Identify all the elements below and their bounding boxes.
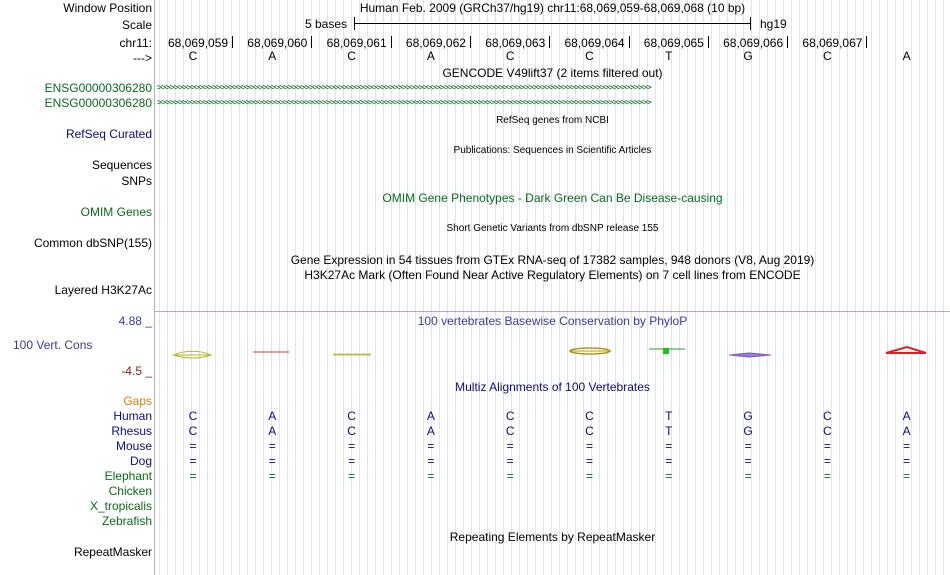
omim-track-label[interactable]: OMIM Genes [80, 205, 152, 219]
phylop-max-value: 4.88 _ [118, 314, 152, 328]
reference-base: A [902, 49, 911, 63]
gencode-item-label-2[interactable]: ENSG00000306280 [44, 96, 152, 110]
sequences-track-label[interactable]: Sequences [91, 158, 152, 172]
snps-track-label[interactable]: SNPs [121, 174, 152, 188]
species-label-mouse[interactable]: Mouse [115, 439, 152, 453]
phylop-min-value: -4.5 _ [121, 364, 152, 378]
alignment-base: A [426, 424, 435, 438]
scale-bar-right-cap [750, 17, 751, 30]
reference-base: A [426, 49, 435, 63]
phylop-mark-7 [886, 347, 926, 353]
ruler-tick [232, 36, 233, 48]
alignment-base: C [188, 409, 198, 423]
alignment-base: T [665, 424, 673, 438]
scale-label: Scale [121, 18, 152, 32]
alignment-base: C [823, 409, 832, 423]
alignment-base: A [902, 409, 911, 423]
ruler-tick [787, 36, 788, 48]
ruler-position-label: 68,069,065 [643, 36, 704, 50]
alignment-base: = [348, 439, 356, 453]
reference-base: C [188, 49, 198, 63]
refseq-track-label[interactable]: RefSeq Curated [65, 127, 152, 141]
phylop-wiggle[interactable] [155, 330, 950, 370]
species-label-zebrafish[interactable]: Zebrafish [101, 514, 152, 528]
phylop-track-label[interactable]: 100 Vert. Cons [13, 338, 93, 352]
reference-base: C [823, 49, 832, 63]
ruler-tick [866, 36, 867, 48]
alignment-base: = [665, 439, 673, 453]
reference-base: T [665, 49, 673, 63]
alignment-base: C [505, 409, 515, 423]
reference-base: C [505, 49, 515, 63]
ruler-position-label: 68,069,061 [326, 36, 387, 50]
species-label-chicken[interactable]: Chicken [108, 484, 152, 498]
alignment-base: = [823, 439, 831, 453]
alignment-base: C [585, 424, 594, 438]
ruler-tick [549, 36, 550, 48]
dbsnp-track-title: Short Genetic Variants from dbSNP release 155 [446, 223, 659, 234]
alignment-base: = [506, 454, 514, 468]
repeatmasker-track-title: Repeating Elements by RepeatMasker [449, 530, 656, 544]
phylop-track-title: 100 vertebrates Basewise Conservation by PhyloP [417, 314, 688, 328]
alignment-base: = [585, 469, 593, 483]
reference-base: A [268, 49, 277, 63]
alignment-base: = [823, 454, 831, 468]
ruler-position-label: 68,069,064 [564, 36, 625, 50]
dbsnp-track-label[interactable]: Common dbSNP(155) [33, 236, 152, 250]
scale-db: hg19 [760, 17, 787, 31]
alignment-base: = [744, 454, 752, 468]
alignment-base: = [189, 454, 197, 468]
species-label-x-tropicalis[interactable]: X_tropicalis [89, 499, 152, 513]
scale-text: 5 bases [305, 17, 348, 31]
gtex-track-title: Gene Expression in 54 tissues from GTEx RNA-seq of 17382 samples, 948 donors (V8, Aug 2019) [290, 253, 815, 267]
alignment-base: = [348, 469, 356, 483]
alignment-base: = [744, 469, 752, 483]
refseq-track-title: RefSeq genes from NCBI [496, 115, 609, 126]
alignment-base: = [903, 439, 911, 453]
alignment-base: A [902, 424, 911, 438]
gencode-gene-1[interactable]: >>>>>>>>>>>>>>>>>>>>>>>>>>>>>>>>>>>>>>>>>>>>>>>>>>>>>>>>>>>>>>>>>>>>>>>>>>>>>>>>>>>>>>>>>>>>>>>>>>>>>>>>>>>>>>>>>>>>> [157, 83, 651, 93]
gencode-gene-2[interactable]: >>>>>>>>>>>>>>>>>>>>>>>>>>>>>>>>>>>>>>>>>>>>>>>>>>>>>>>>>>>>>>>>>>>>>>>>>>>>>>>>>>>>>>>>>>>>>>>>>>>>>>>>>>>>>>>>>>>>> [157, 98, 651, 108]
ruler-tick [708, 36, 709, 48]
alignment-base: C [347, 409, 356, 423]
alignment-base: A [426, 409, 435, 423]
ruler-position-label: 68,069,062 [405, 36, 466, 50]
alignment-base: = [823, 469, 831, 483]
repeatmasker-track-label[interactable]: RepeatMasker [73, 545, 152, 559]
omim-track-title: OMIM Gene Phenotypes - Dark Green Can Be Disease-causing [382, 191, 723, 205]
strand-arrow-label: ---> [133, 51, 152, 65]
ruler-position-label: 68,069,066 [723, 36, 784, 50]
phylop-mark-4 [569, 348, 611, 354]
phylop-mark-6 [729, 353, 771, 357]
ruler-tick [391, 36, 392, 48]
h3k27ac-track-title: H3K27Ac Mark (Often Found Near Active Regulatory Elements) on 7 cell lines from ENCODE [304, 268, 801, 282]
alignment-base: = [427, 469, 435, 483]
ruler-tick [470, 36, 471, 48]
h3k27ac-track-label[interactable]: Layered H3K27Ac [54, 283, 152, 297]
window-position-label: Window Position [63, 1, 152, 15]
alignment-base: C [188, 424, 198, 438]
alignment-base: = [268, 439, 276, 453]
multiz-track-title: Multiz Alignments of 100 Vertebrates [455, 380, 650, 394]
species-label-rhesus[interactable]: Rhesus [111, 424, 152, 438]
alignment-base: C [505, 424, 515, 438]
alignment-base: = [506, 439, 514, 453]
window-position-text: Human Feb. 2009 (GRCh37/hg19) chr11:68,069,059-68,069,068 (10 bp) [359, 1, 746, 15]
alignment-base: = [665, 454, 673, 468]
gaps-track-label[interactable]: Gaps [123, 394, 152, 408]
ruler-position-label: 68,069,067 [802, 36, 863, 50]
ruler-position-label: 68,069,060 [247, 36, 308, 50]
chromosome-label: chr11: [119, 36, 152, 50]
gencode-track-title: GENCODE V49lift37 (2 items filtered out) [442, 66, 663, 80]
scale-bar-left-cap [354, 17, 355, 30]
species-label-human[interactable]: Human [113, 409, 152, 423]
alignment-base: G [743, 424, 753, 438]
alignment-base: C [585, 409, 594, 423]
publications-track-title: Publications: Sequences in Scientific Articles [453, 145, 652, 156]
ruler-tick [311, 36, 312, 48]
alignment-base: A [268, 409, 277, 423]
alignment-base: = [506, 469, 514, 483]
species-label-elephant[interactable]: Elephant [104, 469, 152, 483]
alignment-base: = [348, 454, 356, 468]
gencode-item-label-1[interactable]: ENSG00000306280 [44, 81, 152, 95]
alignment-base: = [268, 469, 276, 483]
label-column-divider [154, 0, 155, 575]
alignment-base: = [903, 469, 911, 483]
alignment-base: = [427, 454, 435, 468]
alignment-base: = [585, 454, 593, 468]
alignment-base: C [347, 424, 356, 438]
alignment-base: = [744, 439, 752, 453]
alignment-base: C [823, 424, 832, 438]
scale-bar [354, 23, 750, 24]
ruler-tick [629, 36, 630, 48]
alignment-base: = [268, 454, 276, 468]
alignment-base: = [189, 439, 197, 453]
alignment-base: T [665, 409, 673, 423]
reference-base: C [585, 49, 594, 63]
reference-base: C [347, 49, 356, 63]
alignment-base: = [903, 454, 911, 468]
reference-base: G [743, 49, 753, 63]
species-label-dog[interactable]: Dog [129, 454, 152, 468]
phylop-separator [155, 311, 950, 312]
alignment-base: = [189, 469, 197, 483]
alignment-base: = [585, 439, 593, 453]
phylop-mark-5 [649, 348, 685, 354]
phylop-mark-1 [172, 351, 212, 358]
alignment-base: = [665, 469, 673, 483]
ruler-position-label: 68,069,059 [168, 36, 229, 50]
phylop-mark-3 [333, 354, 371, 355]
ruler-position-label: 68,069,063 [485, 36, 546, 50]
alignment-base: A [268, 424, 277, 438]
alignment-base: G [743, 409, 753, 423]
alignment-base: = [427, 439, 435, 453]
